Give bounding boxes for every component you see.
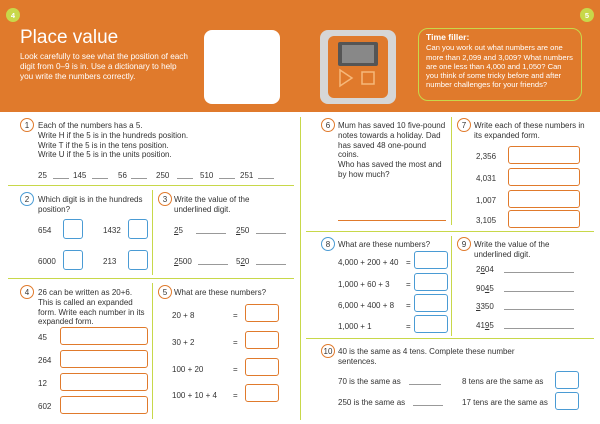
q1-answer-line[interactable] [53,178,69,179]
q1-answer-line[interactable] [258,178,274,179]
q5-equals: = [233,311,238,320]
q1-line: Write U if the 5 is in the units position. [38,150,172,160]
q2-answer-box[interactable] [128,219,148,239]
q5-expression: 100 + 20 [172,365,204,374]
q9-number: 4195 [476,321,494,330]
question-number-1: 1 [20,118,34,132]
q7-answer-box[interactable] [508,190,580,208]
page-title: Place value [20,27,119,48]
q5-expression: 30 + 2 [172,338,195,347]
question-2-text: Which digit is in the hundreds position? [38,195,143,214]
question-number-3: 3 [158,192,172,206]
q3-answer-line[interactable] [196,233,226,234]
q9-answer-line[interactable] [504,291,574,292]
time-filler-text: Can you work out what numbers are one more than 2,099 and 3,009? What numbers are one less than 4,000 and 1,050? Can you think of some tricky before and after number challenges for your friends? [426,43,573,90]
q7-number: 3,105 [476,216,497,225]
q10-answer-line[interactable] [409,384,441,385]
q8-expression: 6,000 + 400 + 8 [338,301,395,310]
q4-number: 45 [38,333,47,342]
q3-answer-line[interactable] [256,233,286,234]
q8-expression: 1,000 + 1 [338,322,372,331]
q8-equals: = [406,301,411,310]
divider-q3 [8,278,294,279]
q6-answer-line[interactable] [338,220,446,221]
question-10-text: 40 is the same as 4 tens. Complete these number sentences. [338,347,515,366]
q5-expression: 20 + 8 [172,311,195,320]
divider-q2-q3 [152,190,153,275]
q9-number: 9045 [476,284,494,293]
q3-answer-line[interactable] [256,264,286,265]
q4-number: 602 [38,402,52,411]
calculator-image [320,30,396,104]
blank-card-image [204,30,280,104]
question-number-9: 9 [457,237,471,251]
q7-answer-box[interactable] [508,146,580,164]
q4-answer-box[interactable] [60,350,148,368]
q4-answer-box[interactable] [60,327,148,345]
q1-number: 25 [38,171,47,180]
q3-number: 25 [174,226,183,235]
q10-answer-line[interactable] [413,405,443,406]
q9-answer-line[interactable] [504,309,574,310]
q5-equals: = [233,338,238,347]
q2-number: 6000 [38,257,56,266]
q1-answer-line[interactable] [92,178,108,179]
question-7-text: Write each of these numbers in its expanded form. [474,121,585,140]
q3-number: 520 [236,257,250,266]
q3-number: 250 [236,226,250,235]
q1-number: 251 [240,171,254,180]
q10-answer-box[interactable] [555,371,579,389]
q5-expression: 100 + 10 + 4 [172,391,217,400]
q2-answer-box[interactable] [63,250,83,270]
q8-answer-box[interactable] [414,273,448,291]
q9-answer-line[interactable] [504,328,574,329]
q8-answer-box[interactable] [414,251,448,269]
q4-number: 12 [38,379,47,388]
page-number-left: 4 [6,8,20,22]
q7-number: 1,007 [476,196,497,205]
q3-answer-line[interactable] [198,264,228,265]
q1-answer-line[interactable] [177,178,193,179]
q5-answer-box[interactable] [245,304,279,322]
q7-answer-box[interactable] [508,168,580,186]
question-1-text [38,121,293,160]
calculator-icon [320,30,396,104]
q2-number: 1432 [103,226,121,235]
q9-number: 2604 [476,265,494,274]
q5-answer-box[interactable] [245,358,279,376]
q5-answer-box[interactable] [245,331,279,349]
q8-expression: 1,000 + 60 + 3 [338,280,390,289]
q4-answer-box[interactable] [60,373,148,391]
question-number-7: 7 [457,118,471,132]
q7-number: 2,356 [476,152,497,161]
question-number-8: 8 [321,237,335,251]
question-3-text: Write the value of the underlined digit. [174,195,250,214]
q2-answer-box[interactable] [63,219,83,239]
center-divider [300,117,301,420]
q10-answer-box[interactable] [555,392,579,410]
q5-equals: = [233,391,238,400]
q10-sentence: 250 is the same as [338,398,406,407]
time-filler-title: Time filler: [426,32,470,42]
page-number-right: 5 [580,8,594,22]
q1-line: Write H if the 5 is in the hundreds position. [38,130,189,140]
question-number-6: 6 [321,118,335,132]
q5-equals: = [233,365,238,374]
divider-q7 [306,231,594,232]
q1-number: 145 [73,171,87,180]
q8-expression: 4,000 + 200 + 40 [338,258,399,267]
q7-number: 4,031 [476,174,497,183]
q1-line: Each of the numbers has a 5. [38,121,143,130]
divider-q8-q9 [451,236,452,336]
q8-equals: = [406,258,411,267]
divider-q6-q7 [451,117,452,225]
divider-q9 [306,338,594,339]
question-6-text: Mum has saved 10 five-pound notes towards a holiday. Dad has saved 48 one-pound coins. [338,121,446,160]
q8-answer-box[interactable] [414,294,448,312]
question-4-text: 26 can be written as 20+6. This is called an expanded form. Write each number in its expanded form. [38,288,145,327]
q1-answer-line[interactable] [131,178,147,179]
question-number-4: 4 [20,285,34,299]
time-filler-box [418,28,582,101]
divider-q4-q5 [152,283,153,419]
question-number-2: 2 [20,192,34,206]
divider-q1 [8,185,294,186]
question-9-text: Write the value of the underlined digit. [474,240,550,259]
q1-line: Write T if the 5 is in the tens position. [38,140,169,150]
question-6-prompt: Who has saved the most and by how much? [338,160,442,179]
q7-answer-box[interactable] [508,210,580,228]
question-5-text: What are these numbers? [174,288,267,297]
q4-number: 264 [38,356,52,365]
q2-number: 654 [38,226,52,235]
q1-number: 510 [200,171,214,180]
q4-answer-box[interactable] [60,396,148,414]
q8-equals: = [406,280,411,289]
q2-answer-box[interactable] [128,250,148,270]
q5-answer-box[interactable] [245,384,279,402]
q2-number: 213 [103,257,117,266]
q8-equals: = [406,322,411,331]
q10-sentence: 8 tens are the same as [462,377,544,386]
q10-sentence: 17 tens are the same as [462,398,548,407]
q10-sentence: 70 is the same as [338,377,401,386]
q9-answer-line[interactable] [504,272,574,273]
question-number-10: 10 [321,344,335,358]
intro-text: Look carefully to see what the position of each digit from 0–9 is in. Use a dictionary to help you write the numbers correctly. [20,52,188,81]
q1-number: 56 [118,171,127,180]
question-number-5: 5 [158,285,172,299]
q9-number: 3350 [476,302,494,311]
q1-answer-line[interactable] [219,178,235,179]
question-8-text: What are these numbers? [338,240,431,249]
q8-answer-box[interactable] [414,315,448,333]
q1-number: 250 [156,171,170,180]
q3-number: 2500 [174,257,192,266]
